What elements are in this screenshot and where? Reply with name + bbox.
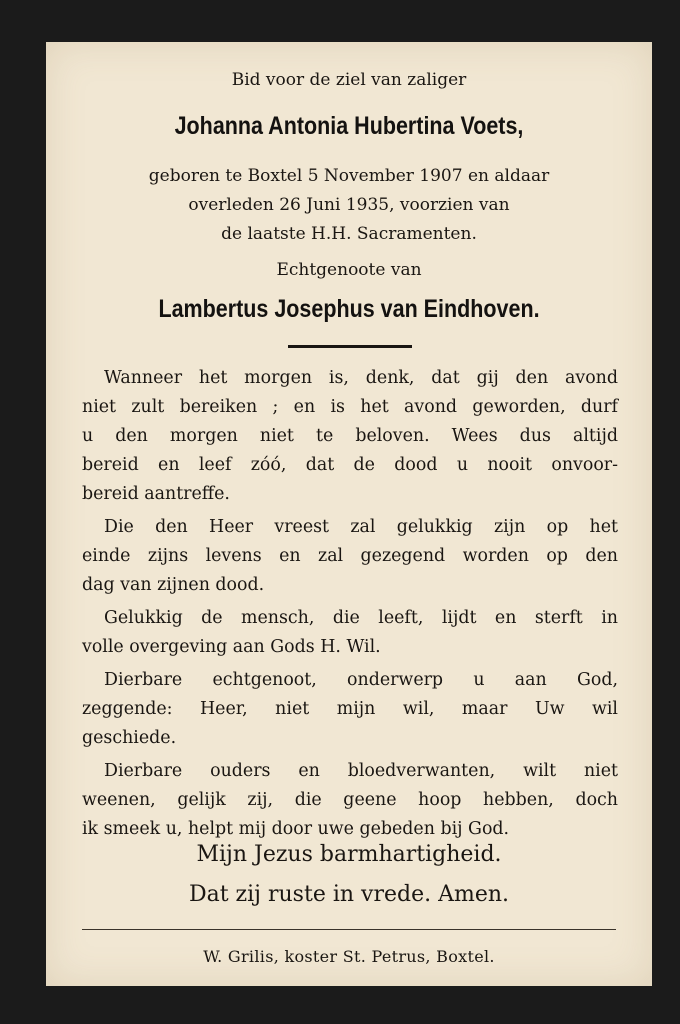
footer-rule <box>82 929 616 930</box>
closing-blessing: Dat zij ruste in vrede. Amen. <box>188 882 510 907</box>
prayer-text <box>82 364 618 848</box>
paragraph-line: Dierbare ouders en bloedverwanten, wilt niet <box>104 761 618 781</box>
sacraments-line: de laatste H.H. Sacramenten. <box>221 224 477 244</box>
paragraph-line: geschiede. <box>82 728 177 748</box>
deceased-name: Johanna Antonia Hubertina Voets, <box>174 112 524 140</box>
paragraph <box>82 757 618 844</box>
paragraph-line: Wanneer het morgen is, denk, dat gij den avond <box>104 368 618 388</box>
paragraph-line: ik smeek u, helpt mij door uwe gebeden bij God. <box>82 819 510 839</box>
header-divider <box>288 345 412 348</box>
paragraph-line: Dierbare echtgenoot, onderwerp u aan God, <box>104 670 618 690</box>
spouse-name: Lambertus Josephus van Eindhoven. <box>158 295 540 323</box>
paragraph <box>82 604 618 662</box>
paragraph <box>82 513 618 600</box>
paragraph-line: u den morgen niet te beloven. Wees dus altijd <box>82 426 618 446</box>
closing-invocation: Mijn Jezus barmhartigheid. <box>196 842 502 867</box>
paragraph-line: Gelukkig de mensch, die leeft, lijdt en sterft in <box>104 608 618 628</box>
paragraph-line: dag van zijnen dood. <box>82 575 265 595</box>
printer-credit: W. Grilis, koster St. Petrus, Boxtel. <box>203 947 495 966</box>
birth-line: geboren te Boxtel 5 November 1907 en aldaar <box>148 166 550 186</box>
paragraph-line: Die den Heer vreest zal gelukkig zijn op het <box>104 517 618 537</box>
paragraph-line: einde zijns levens en zal gezegend worden op den <box>82 546 618 566</box>
paragraph-line: zeggende: Heer, niet mijn wil, maar Uw wil <box>82 699 618 719</box>
paragraph-line: volle overgeving aan Gods H. Wil. <box>82 637 381 657</box>
paragraph-line: bereid en leef zóó, dat de dood u nooit onvoor- <box>82 455 618 475</box>
paragraph-line: niet zult bereiken ; en is het avond geworden, durf <box>82 397 618 417</box>
paragraph-line: bereid aantreffe. <box>82 484 230 504</box>
intro-text: Bid voor de ziel van zaliger <box>231 70 467 90</box>
paragraph-line: weenen, gelijk zij, die geene hoop hebben, doch <box>82 790 618 810</box>
paragraph <box>82 666 618 753</box>
memorial-card <box>46 42 652 986</box>
paragraph <box>82 364 618 509</box>
death-line: overleden 26 Juni 1935, voorzien van <box>188 195 510 215</box>
spouse-intro: Echtgenoote van <box>276 260 422 280</box>
